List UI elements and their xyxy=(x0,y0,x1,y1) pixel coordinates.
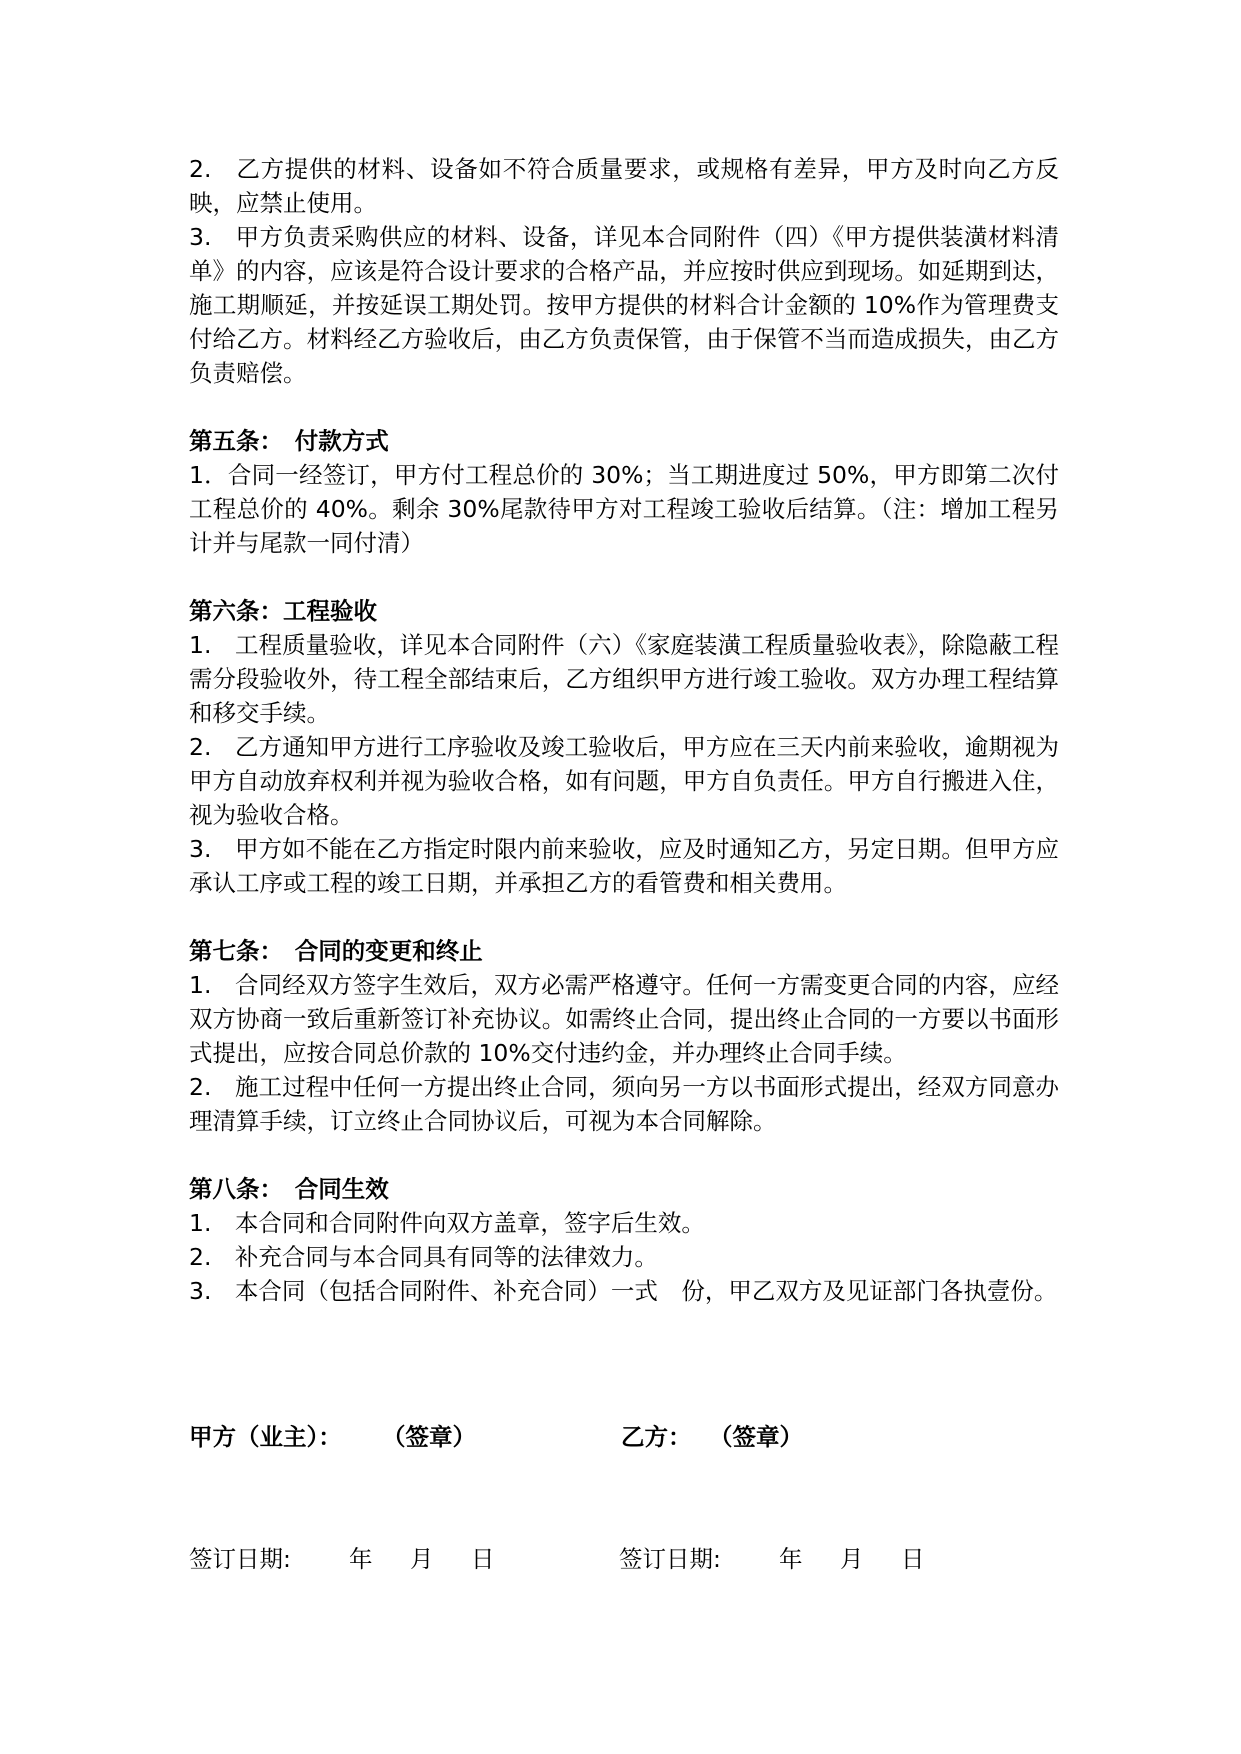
party-b-day: 日 xyxy=(901,1545,925,1573)
spacer xyxy=(189,390,1059,424)
section7-item-2: 2. 施工过程中任何一方提出终止合同，须向另一方以书面形式提出，经双方同意办理清算手续，订立终止合同协议后，可视为本合同解除。 xyxy=(189,1073,1059,1135)
section6-item-1: 1. 工程质量验收，详见本合同附件（六）《家庭装潢工程质量验收表》，除隐蔽工程需分段验收外，待工程全部结束后，乙方组织甲方进行竣工验收。双方办理工程结算和移交手续。 xyxy=(189,631,1059,727)
section8-item-1: 1. 本合同和合同附件向双方盖章，签字后生效。 xyxy=(189,1209,705,1237)
section8-title: 第八条： 合同生效 xyxy=(189,1175,389,1203)
section8-item-3: 3. 本合同（包括合同附件、补充合同）一式 份，甲乙双方及见证部门各执壹份。 xyxy=(189,1277,1058,1305)
section5-title: 第五条： 付款方式 xyxy=(189,427,389,455)
party-b-year: 年 xyxy=(779,1545,803,1573)
section6-item-3: 3. 甲方如不能在乙方指定时限内前来验收，应及时通知乙方，另定日期。但甲方应承认工序或工程的竣工日期，并承担乙方的看管费和相关费用。 xyxy=(189,835,1059,897)
party-b-month: 月 xyxy=(840,1545,864,1573)
spacer xyxy=(189,560,1059,594)
party-b-seal: （签章） xyxy=(709,1423,803,1451)
section8-item-2: 2. 补充合同与本合同具有同等的法律效力。 xyxy=(189,1243,658,1271)
section5-item-1: 1．合同一经签订，甲方付工程总价的 30%；当工期进度过 50%，甲方即第二次付工程总价的 40%。剩余 30%尾款待甲方对工程竣工验收后结算。（注：增加工程另计并与尾款一同付清） xyxy=(189,461,1059,557)
party-a-month: 月 xyxy=(410,1545,434,1573)
party-b-label: 乙方： xyxy=(621,1423,692,1451)
section7-item-1: 1. 合同经双方签字生效后，双方必需严格遵守。任何一方需变更合同的内容，应经双方协商一致后重新签订补充协议。如需终止合同，提出终止合同的一方要以书面形式提出，应按合同总价款的 10%交付违约金，并办理终止合同手续。 xyxy=(189,971,1059,1067)
spacer xyxy=(189,900,1059,934)
section7-title: 第七条： 合同的变更和终止 xyxy=(189,937,483,965)
party-a-date-label: 签订日期: xyxy=(189,1545,291,1573)
section4-item-2: 2. 乙方提供的材料、设备如不符合质量要求，或规格有差异，甲方及时向乙方反映，应禁止使用。 xyxy=(189,155,1059,217)
party-a-label: 甲方（业主）： xyxy=(189,1423,342,1451)
party-a-day: 日 xyxy=(471,1545,495,1573)
spacer xyxy=(189,1138,1059,1172)
party-b-date-label: 签订日期: xyxy=(619,1545,721,1573)
party-a-seal: （签章） xyxy=(382,1423,476,1451)
section6-item-2: 2. 乙方通知甲方进行工序验收及竣工验收后，甲方应在三天内前来验收，逾期视为甲方自动放弃权利并视为验收合格，如有问题，甲方自负责任。甲方自行搬进入住，视为验收合格。 xyxy=(189,733,1059,829)
party-a-year: 年 xyxy=(349,1545,373,1573)
section4-item-3: 3. 甲方负责采购供应的材料、设备，详见本合同附件（四）《甲方提供装潢材料清单》的内容，应该是符合设计要求的合格产品，并应按时供应到现场。如延期到达，施工期顺延，并按延误工期处罚。按甲方提供的材料合计金额的 10%作为管理费支付给乙方。材料经乙方验收后，由乙方负责保管，由于保管不当而造成损失，由乙方负责赔偿。 xyxy=(189,223,1059,387)
section6-title: 第六条：工程验收 xyxy=(189,597,377,625)
contract-page xyxy=(189,152,1059,1308)
